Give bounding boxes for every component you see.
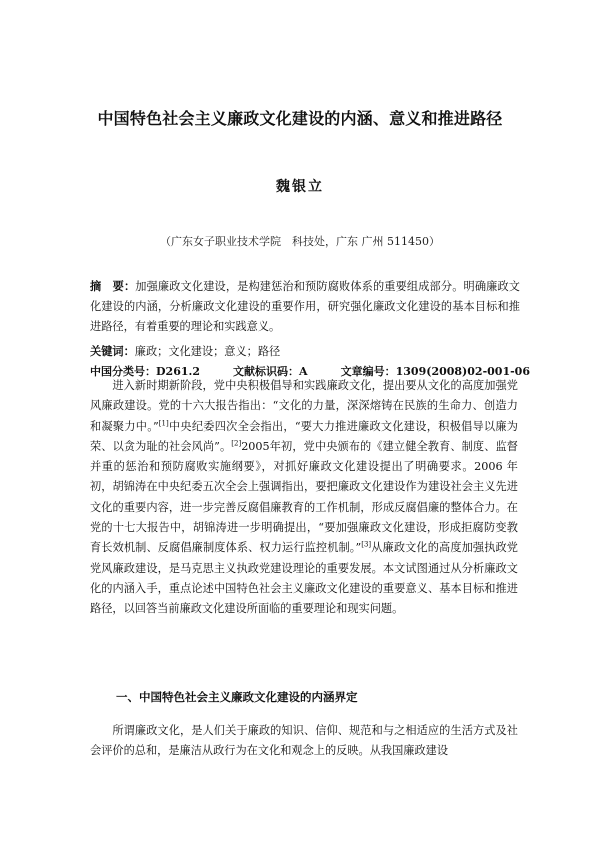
author-affiliation: （广东女子职业技术学院 科技处，广东 广州 511450） — [160, 235, 440, 248]
keywords-label: 关键词： — [90, 344, 135, 358]
article-number: 文章编号：1309(2008)02-001-06 — [340, 365, 530, 378]
intro-text-1: 进入新时期新阶段，党中央积极倡导和实践廉政文化，提出要从文化的高度加强党风廉政建设。党的十六大报告指出：“文化的力量，深深熔铸在民族的生命力、创造力和凝聚力中。” — [90, 379, 518, 433]
keywords — [90, 341, 520, 362]
section-paragraph: 所谓廉政文化，是人们关于廉政的知识、信仰、规范和与之相适应的生活方式及社会评价的总和，是廉洁从政行为在文化和观念上的反映。从我国廉政建设 — [90, 724, 518, 758]
class-number: 中国分类号：D261.2 — [90, 365, 200, 378]
intro-text-2: 中央纪委四次全会指出，“要大力推进廉政文化建设，积极倡导以廉为荣、以贪为耻的社会风尚”。 — [90, 419, 518, 453]
author-name: 魏银立 — [276, 179, 324, 195]
intro-text-4: 从廉政文化的高度加强执政党党风廉政建设，是马克思主义执政党建设理论的重要发展。本文试图通过从分析廉政文化的内涵入手，重点论述中国特色社会主义廉政文化建设的重要意义、基本目标和推进路径，以回答当前廉政文化建设所面临的重要理论和现实问题。 — [90, 541, 518, 616]
section-heading: 一、中国特色社会主义廉政文化建设的内涵界定 — [116, 690, 358, 704]
abstract-label: 摘 要： — [90, 279, 136, 293]
intro-paragraph — [90, 374, 518, 620]
document-code: 文献标识码：A — [233, 365, 308, 378]
abstract-text: 加强廉政文化建设，是构建惩治和预防腐败体系的重要组成部分。明确廉政文化建设的内涵，分析廉政文化建设的重要作用，研究强化廉政文化建设的基本目标和推进路径，有着重要的理论和实践意义。 — [90, 280, 520, 333]
paper-title: 中国特色社会主义廉政文化建设的内涵、意义和推进路径 — [97, 109, 503, 128]
intro-text-3: 2005年初，党中央颁布的《建立健全教育、制度、监督并重的惩治和预防腐败实施纲要》，对抓好廉政文化建设提出了明确要求。2006 年初，胡锦涛在中央纪委五次全会上强调指出，要把廉政文化建设作为建设社会主义先进文化的重要内容，进一步完善反腐倡廉教育的工作机制，形成反腐倡廉的整体合力。在党的十七大报告中，胡锦涛进一步明确提出，“要加强廉政文化建设，形成拒腐防变教育长效机制、反腐倡廉制度体系、权力运行监控机制。” — [90, 439, 518, 555]
reference-marker: [3] — [361, 540, 372, 549]
reference-marker: [2] — [231, 439, 242, 448]
abstract — [90, 276, 520, 337]
reference-marker: [1] — [158, 418, 169, 427]
keywords-text: 廉政；文化建设；意义；路径 — [134, 345, 281, 358]
